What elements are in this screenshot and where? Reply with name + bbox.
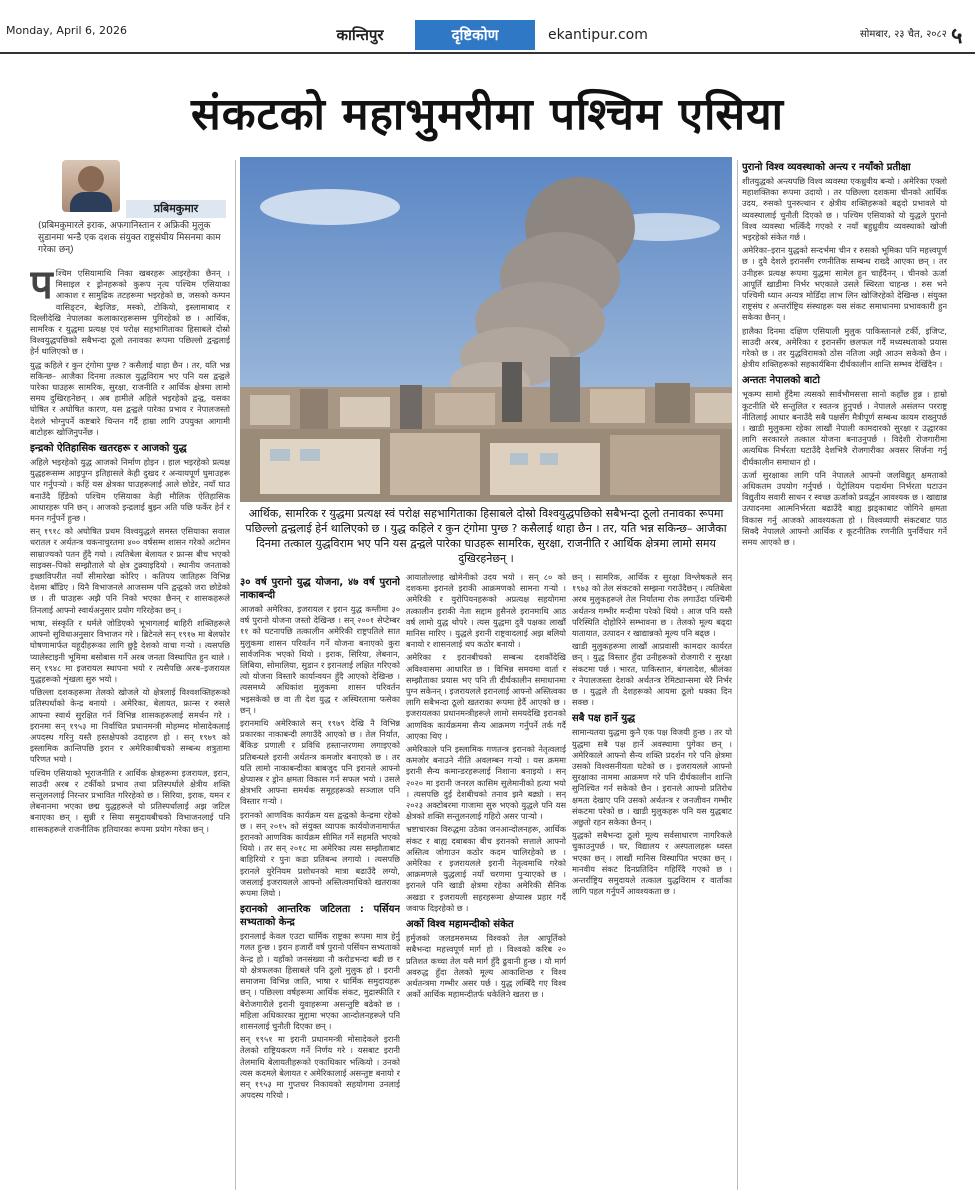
brand-logo: कान्तिपुर	[336, 26, 384, 44]
paragraph: हालैका दिनमा दक्षिण एसियाली मुलुक पाकिस्तानले टर्की, इजिप्ट, साउदी अरब, अमेरिका र इरानसँग छलफल गर्दै मध्यस्थताको प्रयास गरेको छ । तर युद्धविरामको ठोस नतिजा अझै आउन सकेको छैन । क्षेत्रीय शक्तिहरूको सहकार्यबिना दीर्घकालीन शान्ति सम्भव देखिँदैन ।	[742, 325, 947, 370]
print-date: Monday, April 6, 2026	[6, 24, 128, 37]
intro-paragraph: पश्चिम एसियामाथि निका खबरहरू आइरहेका छैनन् । मिसाइल र ड्रोनहरूको कुरूप नृत्य पश्चिम एसियाका आकाश र सामुद्रिक तटहरूमा भइरहेको छ, जसको कम्पन वासिङ्टन, बेइजिङ, मस्को, टोकियो, इस्लामाबाद र दिल्लीदेखि नेपालका कलाकारहरूसम्म पुगिरहेको छ । आर्थिक, सामरिक र युद्धमा प्रत्यक्ष एवं परोक्ष सहभागिताका हिसाबले दोस्रो विश्वयुद्धपछिको सबैभन्दा ठूलो तनावका रूपमा पछिल्लो द्वन्द्वलाई हेर्न थालिएको छ ।	[30, 268, 230, 357]
article-column-5	[742, 157, 947, 1192]
paragraph: भूकम्प सामो हुँदैमा त्यसको सार्वभौमसत्ता सानो कहाँछ हुन्न । हाम्रो कूटनीति धेरै सन्तुलित र स्वतन्त्र हुनुपर्छ । नेपालले असंलग्न परराष्ट्र नीतिलाई आधार बनाउँदै सबै पक्षसँग मैत्रीपूर्ण सम्बन्ध कायम राख्नुपर्छ । खाडी मुलुकमा रहेका लाखौं नेपाली कामदारको सुरक्षा र उद्धारका लागि सरकारले तत्काल योजना बनाउनुपर्छ । विदेशी रोजगारीमा अत्यधिक निर्भरता घटाउँदै देशभित्रै रोजगारीका अवसर सिर्जना गर्नु दीर्घकालीन समाधान हो ।	[742, 389, 947, 467]
subheading: इरानको आन्तरिक जटिलता : पर्सियन सभ्यताको केन्द्र	[240, 904, 400, 929]
article-column-2	[240, 572, 400, 1192]
subheading: सबै पक्ष हार्ने युद्ध	[572, 713, 636, 725]
header-rule	[0, 52, 975, 54]
paragraph: युद्ध कहिले र कुन ट्ंगोमा पुग्छ ? कसैलाई थाहा छैन । तर, यति भन्न सकिन्छ– आजैका दिनमा तत्काल युद्धविराम भए पनि यस द्वन्द्वले पारेका घाउहरू सामरिक, सुरक्षा, राजनीति र आर्थिक क्षेत्रमा लामो समय दुखिरहनेछन् । अब हामीले अहिले भइरहेको द्वन्द्व, यसका घोषित र अघोषित कारण, यस द्वन्द्वले पारेका प्रभाव र नेपालजस्तो देशले भोग्नुपर्ने कष्टबारे चिन्तन गर्दै हाम्रा लागि उपयुक्त आगामी बाटोहरू खोजिनुपर्नेछ ।	[30, 359, 230, 437]
article-column-3	[406, 572, 566, 1192]
photo-caption: आर्थिक, सामरिक र युद्धमा प्रत्यक्ष स्वं परोक्ष सहभागिताका हिसाबले दोस्रो विश्वयुद्धपछिको सबैभन्दा ठूलो तनावका रूपमा पछिल्लो द्वन्द्वलाई हेर्न थालिएको छ । युद्ध कहिले र कुन ट्ंगोमा पुग्छ ? कसैलाई थाहा छैन । तर, यति भन्न सकिन्छ– आजैका दिनमा तत्काल युद्धविराम भए पनि यस द्वन्द्वले पारेका घाउहरू सामरिक, सुरक्षा, राजनीति र आर्थिक क्षेत्रमा लामो समय दुखिरहनेछन् ।	[245, 507, 727, 565]
section-badge: दृष्टिकोण	[415, 20, 535, 50]
drop-cap: प	[30, 268, 53, 308]
subheading: पुरानो विश्व व्यवस्थाको अन्त्य र नयाँको प्रतीक्षा	[742, 162, 911, 173]
page-number: ५	[951, 24, 963, 49]
paragraph: इरानको आणविक कार्यक्रम यस द्वन्द्वको केन्द्रमा रहेको छ । सन् २०१५ को संयुक्त व्यापक कार्ययोजनामार्फत इरानको आणविक कार्यक्रम सीमित गर्ने सहमति भएको थियो । तर सन् २०१८ मा अमेरिका त्यस सम्झौताबाट बाहिरियो र पुनः कडा प्रतिबन्ध लगायो । त्यसपछि इरानले युरेनियम प्रशोधनको मात्रा बढाउँदै लग्यो, जसलाई इजरायलले आफ्नो अस्तित्वमाथिको खतराका रूपमा लियो ।	[240, 809, 400, 899]
paragraph: पछिल्ला दशकहरूमा तेलको खोजले यो क्षेत्रलाई विश्वशक्तिहरूको प्रतिस्पर्धाको केन्द्र बनायो । अमेरिका, बेलायत, फ्रान्स र रुसले आफ्ना स्वार्थ सुरक्षित गर्न विभिन्न शासकहरूलाई समर्थन गरे । इरानमा सन् १९५३ मा निर्वाचित प्रधानमन्त्री मोहम्मद मोसादेकलाई अपदस्थ गरिनु यस्तै हस्तक्षेपको उदाहरण हो । सन् १९७९ को इस्लामिक क्रान्तिपछि इरान र अमेरिकाबीचको सम्बन्ध शत्रुतामा परिणत भयो ।	[30, 687, 230, 765]
paragraph: शीतयुद्धको अन्त्यपछि विश्व व्यवस्था एकध्रुवीय बन्यो । अमेरिका एक्लो महाशक्तिका रूपमा उदायो । तर पछिल्ला दशकमा चीनको आर्थिक उदय, रुसको पुनरुत्थान र क्षेत्रीय शक्तिहरूको बढ्दो प्रभावले यो व्यवस्थालाई चुनौती दिएको छ । पश्चिम एसियाको यो युद्धले पुरानो विश्व व्यवस्था भत्किँदै गएको र नयाँ बहुध्रुवीय व्यवस्थाको खोजी भइरहेको संकेत गर्छ ।	[742, 176, 947, 243]
nepali-date: सोमबार, २३ चैत, २०८२	[860, 29, 947, 40]
paragraph: सन् १९५१ मा इरानी प्रधानमन्त्री मोसादेकले इरानी तेलको राष्ट्रियकरण गर्ने निर्णय गरे । यसबाट इरानी तेलमाथि बेलायतीहरूको एकाधिकार भत्कियो । उनको त्यस कदमले बेलायत र अमेरिकालाई असन्तुष्ट बनायो र सन् १९५३ मा गुप्तचर निकायको सहयोगमा उनलाई अपदस्थ गरियो ।	[240, 1034, 400, 1101]
subheading: अन्ततः नेपालको बाटो	[742, 375, 820, 387]
headline: संकटको महाभुमरीमा पश्चिम एसिया	[191, 89, 784, 140]
author-name: प्रबिमकुमार	[126, 200, 226, 218]
article-column-4	[572, 572, 732, 1192]
paragraph: ऊर्जा सुरक्षाका लागि पनि नेपालले आफ्नो जलविद्युत् क्षमताको अधिकतम उपयोग गर्नुपर्छ । पेट्रोलियम पदार्थमा निर्भरता घटाउन विद्युतीय सवारी साधन र स्वच्छ ऊर्जाको प्रवर्द्धन आवश्यक छ । खाद्यान्न उत्पादनमा आत्मनिर्भरता बढाउँदै बाह्य झड्काबाट जोगिने क्षमता विकास गर्नु आजको आवश्यकता हो । विश्वव्यापी संकटबाट पाठ सिक्दै नेपालले आफ्नो आर्थिक र कूटनीतिक रणनीति पुनर्विचार गर्ने समय आएको छ ।	[742, 469, 947, 548]
paragraph: भाषा, संस्कृति र धर्मले जोडिएको भूभागलाई बाहिरी शक्तिहरूले आफ्नो सुविधाअनुसार विभाजन गरे । ब्रिटेनले सन् १९१७ मा बेलफोर घोषणामार्फत यहूदीहरूका लागि छुट्टै देशको वाचा गर्‍यो । त्यसपछि प्यालेस्टाइनी भूमिमा बसोबास गर्ने अरब जनता विस्थापित हुन थाले । सन् १९४८ मा इजरायल स्थापना भयो र त्यसैपछि अरब–इजरायल युद्धहरूको शृंखला सुरु भयो ।	[30, 617, 230, 684]
paragraph: युद्धको सबैभन्दा ठूलो मूल्य सर्वसाधारण नागरिकले चुकाउनुपर्छ । घर, विद्यालय र अस्पतालहरू ध्वस्त भएका छन् । लाखौं मानिस विस्थापित भएका छन् । मानवीय संकट दिनप्रतिदिन गहिरिँदै गएको छ । अन्तर्राष्ट्रिय समुदायले तत्काल युद्धविराम र वार्ताका लागि पहल गर्नुपर्ने आवश्यकता छ ।	[572, 830, 732, 897]
page-header	[0, 0, 975, 58]
author-avatar	[62, 160, 120, 212]
paragraph: सामान्यतया युद्धमा कुनै एक पक्ष विजयी हुन्छ । तर यो युद्धमा सबै पक्ष हार्ने अवस्थामा पुगेका छन् । अमेरिकाले आफ्नो सैन्य शक्ति प्रदर्शन गरे पनि क्षेत्रमा उसको विश्वसनीयता घटेको छ । इजरायलले आफ्नो सुरक्षाका नाममा आक्रमण गरे पनि दीर्घकालीन शान्ति सुनिश्चित गर्न सकेको छैन । इरानले आफ्नो प्रतिरोध क्षमता देखाए पनि उसको अर्थतन्त्र र जनजीवन गम्भीर संकटमा परेको छ । खाडी मुलुकहरू पनि यस युद्धबाट अछुतो रहन सकेका छैनन् ।	[572, 727, 732, 828]
paragraph: सन् १९१८ को अघोषित प्रथम विश्वयुद्धले समस्त एसियाका सवाल धरातल र अर्थतन्त्र चकनाचुरतमा ४०० वर्षसम्म शासन गरेको अटोमन साम्राज्यको पतन हुँदै गयो । त्यतिबेला बेलायत र फ्रान्स बीच भएको साइक्स–पिको सम्झौताले यो क्षेत्र टुक्र्याइदियो । स्थानीय जनताको इच्छाविपरीत नयाँ सीमारेखा कोरिए । कतिपय जातिहरू विभिन्न देशमा बाँडिए । यिनै विभाजनले आजसम्म पनि द्वन्द्वको जरा छोडेको छ । ती घाउहरू अझै पनि निको भएका छैनन् र शासकहरूले तिनलाई आफ्नो स्वार्थअनुसार प्रयोग गरिरहेका छन् ।	[30, 526, 230, 615]
paragraph: इरानमाथि अमेरिकाले सन् १९७९ देखि नै विभिन्न प्रकारका नाकाबन्दी लगाउँदै आएको छ । तेल निर्यात, बैंकिङ प्रणाली र प्रविधि हस्तान्तरणमा लगाइएको प्रतिबन्धले इरानी अर्थतन्त्र कमजोर बनाएको छ । तर यति लामो नाकाबन्दीका बाबजुद पनि इरानले आफ्नो क्षेप्यास्त्र र ड्रोन क्षमता विकास गर्न सफल भयो । उसले क्षेत्रभरि आफ्ना समर्थक समूहहरूको सञ्जाल पनि विस्तार गर्‍यो ।	[240, 718, 400, 807]
lead-photo	[240, 157, 732, 502]
smoke-over-city-photo	[240, 157, 732, 502]
site-url[interactable]: ekantipur.com	[548, 27, 648, 43]
paragraph: भ्रष्टाचारका विरुद्धमा उठेका जनआन्दोलनहरू, आर्थिक संकट र बाह्य दबाबका बीच इरानको सत्ताले आफ्नो अस्तित्व जोगाउन कठोर कदम चालिरहेको छ । अमेरिका र इजरायलले इरानी नेतृत्वमाथि गरेको आक्रमणले युद्धलाई नयाँ चरणमा पुर्‍याएको छ । इरानले पनि खाडी क्षेत्रमा रहेका अमेरिकी सैनिक अखडा र इजरायली सहरहरूमा क्षेप्यास्त्र प्रहार गर्दै जवाफ दिइरहेको छ ।	[406, 824, 566, 913]
author-bio: (प्रबिमकुमारले इराक, अफगानिस्तान र अफ्रिकी मुलुक सुडानमा भन्डै एक दशक संयुक्त राष्ट्रसंघीय मिसनमा काम गरेका छन्)	[38, 221, 221, 255]
paragraph: पश्चिम एसियाको भूराजनीति र आर्थिक क्षेत्रहरूमा इजरायल, इरान, साउदी अरब र टर्कीको प्रभाव तथा प्रतिस्पर्धाले क्षेत्रीय शक्ति सन्तुलनलाई निरन्तर प्रभावित गरिरहेको छ । सिरिया, इराक, यमन र लेबनानमा भएका छद्म युद्धहरूले यो प्रतिस्पर्धालाई अझ जटिल बनाएका छन् । सुन्नी र सिया समुदायबीचको विभाजनलाई पनि शासकहरूले राजनीतिक हतियारका रूपमा प्रयोग गरेका छन् ।	[30, 767, 230, 834]
paragraph: अमेरिका–इरान युद्धको सन्दर्भमा चीन र रुसको भूमिका पनि महत्त्वपूर्ण छ । दुवै देशले इरानसँग रणनीतिक सम्बन्ध राख्दै आएका छन् । तर उनीहरू प्रत्यक्ष रूपमा युद्धमा सामेल हुन चाहँदैनन् । चीनको ऊर्जा आपूर्ति खाडीमा निर्भर भएकाले उसले स्थिरता चाहन्छ । रुस भने पश्चिमी ध्यान अन्यत्र मोडिँदा लाभ लिन खोजिरहेको देखिन्छ । संयुक्त राष्ट्रसंघ र अन्तर्राष्ट्रिय संस्थाहरू यस संकट समाधानमा प्रभावकारी हुन सकेका छैनन् ।	[742, 245, 947, 323]
paragraph: आजको अमेरिका, इजरायल र इरान युद्ध कम्तीमा ३० वर्ष पुरानो योजना जस्तो देखिन्छ । सन् २००१ सेप्टेम्बर ११ को घटनापछि तत्कालीन अमेरिकी राष्ट्रपतिले सात मुलुकमा शासन परिवर्तन गर्ने योजना बनाएको कुरा सार्वजनिक भएको थियो । इराक, सिरिया, लेबनान, लिबिया, सोमालिया, सुडान र इरानलाई लक्षित गरिएको त्यो योजना विस्तारै कार्यान्वयन हुँदै आएको देखिन्छ । त्यसमध्ये अधिकांश मुलुकमा शासन परिवर्तन भइसकेको छ वा ती देश युद्ध र अस्थिरतामा फसेका छन् ।	[240, 604, 400, 715]
column-divider	[235, 160, 236, 1190]
paragraph: इरानलाई केवल एउटा धार्मिक राष्ट्रका रूपमा मात्र हेर्नु गलत हुन्छ । इरान हजारौं वर्ष पुरानो पर्सियन सभ्यताको केन्द्र हो । यहाँको जनसंख्या नौ करोडभन्दा बढी छ र यो क्षेत्रफलका हिसाबले पनि ठूलो मुलुक हो । इरानी समाजमा विभिन्न जाति, भाषा र धार्मिक समुदायहरू छन् । पछिल्ला वर्षहरूमा आर्थिक संकट, मुद्रास्फीति र बेरोजगारीले इरानी युवाहरूमा असन्तुष्टि बढेको छ । महिला अधिकारका मुद्दामा भएका आन्दोलनहरूले पनि शासनलाई चुनौती दिएका छन् ।	[240, 931, 400, 1031]
subheading: ३० वर्ष पुरानो युद्ध योजना, ४७ वर्ष पुरानो नाकाबन्दी	[240, 577, 400, 601]
paragraph: अहिले भइरहेको युद्ध आजको निर्माण होइन । हाल भइरहेको प्रत्यक्ष युद्धहरूसम्म आइपुग्न इतिहासले केही दुखद र अन्यायपूर्ण घुमाउहरू पार गर्नुपऱ्यो । कहिं यस क्षेत्रका घाउहरूलाई आले छोडेर, नयाँ घाउ बनाउँदै हिँडेको पश्चिम एसियाका केही मौलिक ऐतिहासिक आधारहरू पनि छन् । आजको इन्द्रलाई बुझ्न अति पछि फर्केर हेर्न र मनन गर्नुपर्ने हुन्छ ।	[30, 457, 230, 524]
paragraph: अमेरिका र इरानबीचको सम्बन्ध दशकौंदेखि अविश्वासमा आधारित छ । विभिन्न समयमा वार्ता र सम्झौताका प्रयास भए पनि ती दीर्घकालीन समाधानमा पुग्न सकेनन् । इजरायलले इरानलाई आफ्नो अस्तित्वका लागि सबैभन्दा ठूलो खतराका रूपमा हेर्दै आएको छ । इजरायलका प्रधानमन्त्रीहरूले लामो समयदेखि इरानको आणविक कार्यक्रममा सैन्य आक्रमण गर्नुपर्ने तर्क गर्दै आएका थिए ।	[406, 652, 566, 741]
subheading: इन्द्रको ऐतिहासिक खतरहरू र आजको युद्ध	[30, 443, 187, 455]
paragraph: अमेरिकाले पनि इस्लामिक गणतन्त्र इरानको नेतृत्वलाई कमजोर बनाउने नीति अवलम्बन गर्‍यो । यस क्रममा इरानी सैन्य कमान्डरहरूलाई निशाना बनाइयो । सन् २०२० मा इरानी जनरल कासिम सुलेमानीको हत्या भयो । त्यसपछि दुई देशबीचको तनाव झनै बढ्यो । सन् २०२३ अक्टोबरमा गाजामा सुरु भएको युद्धले पनि यस क्षेत्रको शक्ति सन्तुलनलाई गहिरो असर पार्‍यो ।	[406, 744, 566, 822]
paragraph: छन् । सामरिक, आर्थिक र सुरक्षा विश्लेषकले सन् १९७३ को तेल संकटको सम्झना गराउँदैछन् । त्यतिबेला अरब मुलुकहरूले तेल निर्यातमा रोक लगाउँदा पश्चिमी अर्थतन्त्र गम्भीर मन्दीमा परेको थियो । आज पनि यस्तै परिस्थिति दोहोरिने सम्भावना छ । तेलको मूल्य बढ्दा यातायात, उत्पादन र खाद्यान्नको मूल्य पनि बढ्छ ।	[572, 572, 732, 639]
paragraph: खाडी मुलुकहरूमा लाखौं आप्रवासी कामदार कार्यरत छन् । युद्ध विस्तार हुँदा उनीहरूको रोजगारी र सुरक्षा संकटमा पर्छ । भारत, पाकिस्तान, बंगलादेश, श्रीलंका र नेपालजस्ता देशको अर्थतन्त्र रेमिट्यान्समा धेरै निर्भर छ । युद्धले ती देशहरूको आयमा ठूलो धक्का दिन सक्छ ।	[572, 641, 732, 708]
column-divider	[737, 160, 738, 1190]
paragraph: हर्मुजको जलडमरुमध्य विश्वको तेल आपूर्तिको सबैभन्दा महत्त्वपूर्ण मार्ग हो । विश्वको करिब २० प्रतिशत कच्चा तेल यसै मार्ग हुँदै ढुवानी हुन्छ । यो मार्ग अवरुद्ध हुँदा तेलको मूल्य आकाशिन्छ र विश्व अर्थतन्त्रमा गम्भीर असर पर्छ । युद्ध लम्बिँदै गए विश्व अर्को आर्थिक महामन्दीतर्फ धकेलिने खतरा छ ।	[406, 933, 566, 1000]
article-column-1	[30, 268, 230, 1193]
author-box	[38, 160, 228, 260]
subheading: अर्को विश्व महामन्दीको संकेत	[406, 919, 514, 931]
paragraph: आयातोल्लाह खोमेनीको उदय भयो । सन् ८० को दशकमा इरानले इराकी आक्रमणको सामना गर्‍यो । अमेरिकी र युरोपियनहरूको अप्रत्यक्ष सहयोगमा तत्कालीन इराकी नेता सद्दाम हुसैनले इरानमाथि आठ वर्ष लामो युद्ध थोपरे । त्यस युद्धमा दुवै पक्षका लाखौं मानिस मारिए । युद्धले इरानी राष्ट्रवादलाई अझ बलियो बनायो र शासनलाई थप कठोर बनायो ।	[406, 572, 566, 650]
